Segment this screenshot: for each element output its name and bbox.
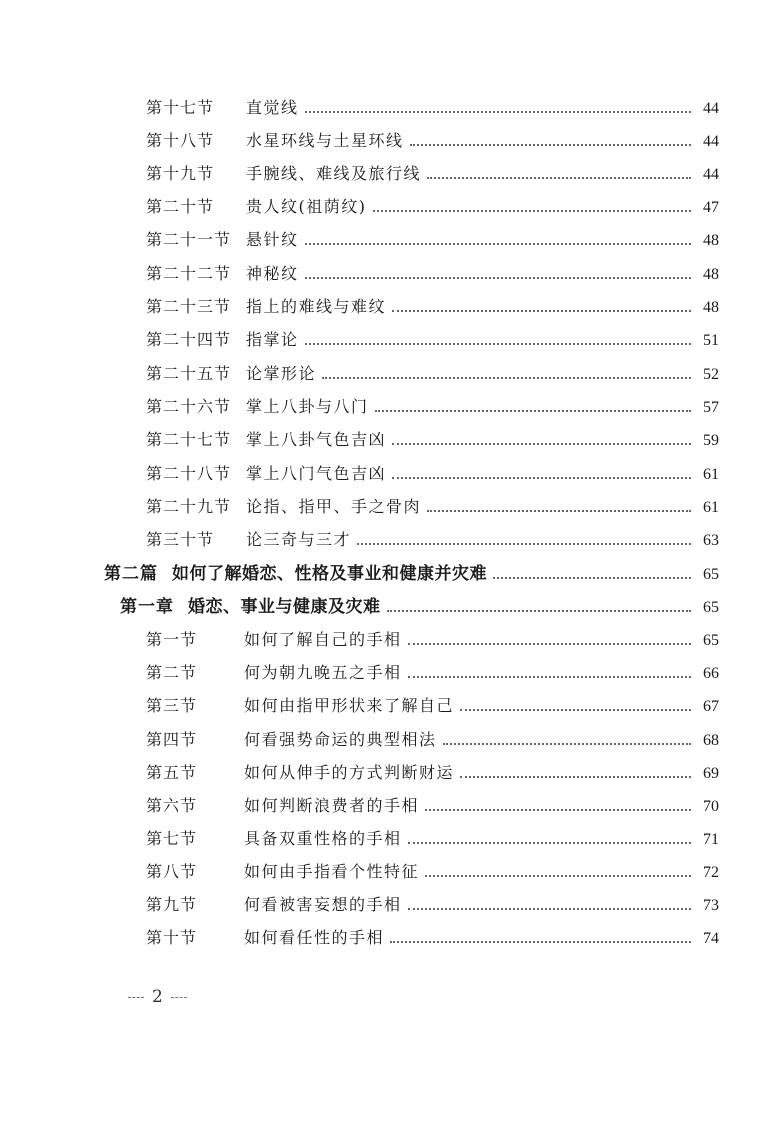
- entry-page: 68: [703, 732, 719, 749]
- entry-title: 如何看任性的手相: [244, 928, 385, 947]
- entry-title: 掌上八门气色吉凶: [246, 464, 387, 483]
- toc-entry[interactable]: [146, 430, 719, 451]
- entry-number: 第二十五节: [146, 364, 232, 383]
- entry-title: 具备双重性格的手相: [244, 829, 402, 848]
- dot-leader: [410, 144, 691, 146]
- entry-number: 第五节: [146, 763, 198, 782]
- entry-title: 如何从伸手的方式判断财运: [244, 763, 455, 782]
- entry-title: 直觉线: [246, 98, 299, 117]
- entry-number: 第二节: [146, 663, 198, 682]
- entry-title: 何看强势命运的典型相法: [244, 730, 437, 749]
- toc-entry[interactable]: [146, 297, 719, 318]
- entry-page: 61: [703, 499, 719, 516]
- dot-leader: [443, 743, 691, 745]
- entry-page: 47: [703, 199, 719, 216]
- dot-leader: [408, 643, 691, 645]
- entry-number: 第十九节: [146, 164, 215, 183]
- entry-number: 第十节: [146, 928, 198, 947]
- entry-number: 第二十节: [146, 197, 215, 216]
- dot-leader: [375, 410, 691, 412]
- part-title: 如何了解婚恋、性格及事业和健康并灾难: [172, 564, 487, 584]
- entry-page: 61: [703, 466, 719, 483]
- entry-page: 57: [703, 399, 719, 416]
- toc-entry[interactable]: [146, 264, 719, 285]
- dot-leader: [373, 210, 692, 212]
- toc-entry[interactable]: [146, 928, 719, 949]
- entry-number: 第二十二节: [146, 264, 232, 283]
- chapter-page: 65: [703, 599, 719, 616]
- entry-title: 手腕线、难线及旅行线: [246, 164, 422, 183]
- entry-page: 48: [703, 299, 719, 316]
- entry-page: 72: [703, 864, 719, 881]
- entry-number: 第二十六节: [146, 397, 232, 416]
- entry-title: 何看被害妄想的手相: [244, 895, 402, 914]
- toc-entry[interactable]: [146, 497, 719, 518]
- dot-leader: [425, 875, 691, 877]
- entry-page: 70: [703, 798, 719, 815]
- entry-title: 指上的难线与难纹: [246, 297, 387, 316]
- dot-leader: [392, 310, 691, 312]
- footer-dash-right: [171, 997, 187, 998]
- toc-entry[interactable]: [146, 730, 719, 751]
- entry-page: 48: [703, 266, 719, 283]
- entry-page: 63: [703, 532, 719, 549]
- entry-page: 66: [703, 665, 719, 682]
- dot-leader: [305, 243, 691, 245]
- toc-chapter-heading[interactable]: [120, 597, 719, 618]
- dot-leader: [392, 443, 691, 445]
- toc-entry[interactable]: [146, 663, 719, 684]
- entry-title: 何为朝九晚五之手相: [244, 663, 402, 682]
- entry-title: 贵人纹(祖荫纹): [246, 197, 367, 216]
- toc-entry[interactable]: [146, 862, 719, 883]
- entry-number: 第九节: [146, 895, 198, 914]
- entry-title: 论三奇与三才: [246, 530, 352, 549]
- entry-number: 第二十七节: [146, 430, 232, 449]
- entry-number: 第三十节: [146, 530, 215, 549]
- entry-page: 52: [703, 366, 719, 383]
- dot-leader: [387, 610, 692, 612]
- entry-page: 59: [703, 432, 719, 449]
- entry-page: 71: [703, 831, 719, 848]
- dot-leader: [322, 377, 691, 379]
- page-footer: [128, 987, 187, 1007]
- part-page: 65: [703, 566, 719, 583]
- entry-title: 掌上八卦与八门: [246, 397, 369, 416]
- entry-number: 第六节: [146, 796, 198, 815]
- toc-entry[interactable]: [146, 796, 719, 817]
- entry-title: 如何由手指看个性特征: [244, 862, 420, 881]
- toc-entry[interactable]: [146, 164, 719, 185]
- entry-title: 如何了解自己的手相: [244, 630, 402, 649]
- toc-entry[interactable]: [146, 98, 719, 119]
- toc-entry[interactable]: [146, 330, 719, 351]
- chapter-number: 第一章: [120, 597, 174, 617]
- entry-number: 第三节: [146, 696, 198, 715]
- dot-leader: [460, 709, 691, 711]
- dot-leader: [427, 510, 691, 512]
- dot-leader: [305, 277, 691, 279]
- entry-page: 74: [703, 930, 719, 947]
- dot-leader: [408, 908, 691, 910]
- footer-dash-left: [128, 997, 144, 998]
- dot-leader: [425, 809, 691, 811]
- page-number: 2: [152, 987, 163, 1007]
- dot-leader: [390, 941, 691, 943]
- dot-leader: [427, 177, 691, 179]
- toc-entry[interactable]: [146, 530, 719, 551]
- entry-number: 第四节: [146, 730, 198, 749]
- entry-page: 44: [703, 133, 719, 150]
- entry-page: 44: [703, 166, 719, 183]
- entry-number: 第十八节: [146, 131, 215, 150]
- toc-entry[interactable]: [146, 696, 719, 717]
- entry-title: 论指、指甲、手之骨肉: [246, 497, 422, 516]
- entry-page: 48: [703, 232, 719, 249]
- toc-entry[interactable]: [146, 829, 719, 850]
- entry-title: 掌上八卦气色吉凶: [246, 430, 387, 449]
- entry-number: 第十七节: [146, 98, 215, 117]
- entry-title: 水星环线与土星环线: [246, 131, 404, 150]
- entry-page: 51: [703, 332, 719, 349]
- entry-number: 第七节: [146, 829, 198, 848]
- entry-title: 悬针纹: [246, 230, 299, 249]
- entry-page: 69: [703, 765, 719, 782]
- entry-title: 如何由指甲形状来了解自己: [244, 696, 455, 715]
- toc-entry[interactable]: [146, 895, 719, 916]
- toc-entry[interactable]: [146, 197, 719, 218]
- entry-page: 73: [703, 897, 719, 914]
- dot-leader: [392, 477, 691, 479]
- entry-number: 第二十九节: [146, 497, 232, 516]
- dot-leader: [408, 842, 691, 844]
- toc-entry[interactable]: [146, 131, 719, 152]
- entry-number: 第二十四节: [146, 330, 232, 349]
- part-number: 第二篇: [104, 564, 158, 584]
- toc-entry[interactable]: [146, 230, 719, 251]
- toc-entry[interactable]: [146, 630, 719, 651]
- toc-entry[interactable]: [146, 763, 719, 784]
- entry-number: 第二十三节: [146, 297, 232, 316]
- dot-leader: [305, 111, 691, 113]
- entry-page: 67: [703, 698, 719, 715]
- entry-page: 65: [703, 632, 719, 649]
- toc-entry[interactable]: [146, 464, 719, 485]
- entry-title: 论掌形论: [246, 364, 317, 383]
- dot-leader: [460, 776, 691, 778]
- entry-number: 第二十八节: [146, 464, 232, 483]
- entry-number: 第二十一节: [146, 230, 232, 249]
- entry-number: 第一节: [146, 630, 198, 649]
- chapter-title: 婚恋、事业与健康及灾难: [188, 597, 381, 617]
- entry-title: 神秘纹: [246, 264, 299, 283]
- dot-leader: [357, 543, 691, 545]
- toc-entry[interactable]: [146, 397, 719, 418]
- entry-number: 第八节: [146, 862, 198, 881]
- entry-title: 指掌论: [246, 330, 299, 349]
- dot-leader: [493, 577, 691, 579]
- entry-title: 如何判断浪费者的手相: [244, 796, 420, 815]
- dot-leader: [305, 343, 691, 345]
- toc-entry[interactable]: [146, 364, 719, 385]
- dot-leader: [408, 676, 691, 678]
- entry-page: 44: [703, 100, 719, 117]
- toc-part-heading[interactable]: [104, 564, 719, 585]
